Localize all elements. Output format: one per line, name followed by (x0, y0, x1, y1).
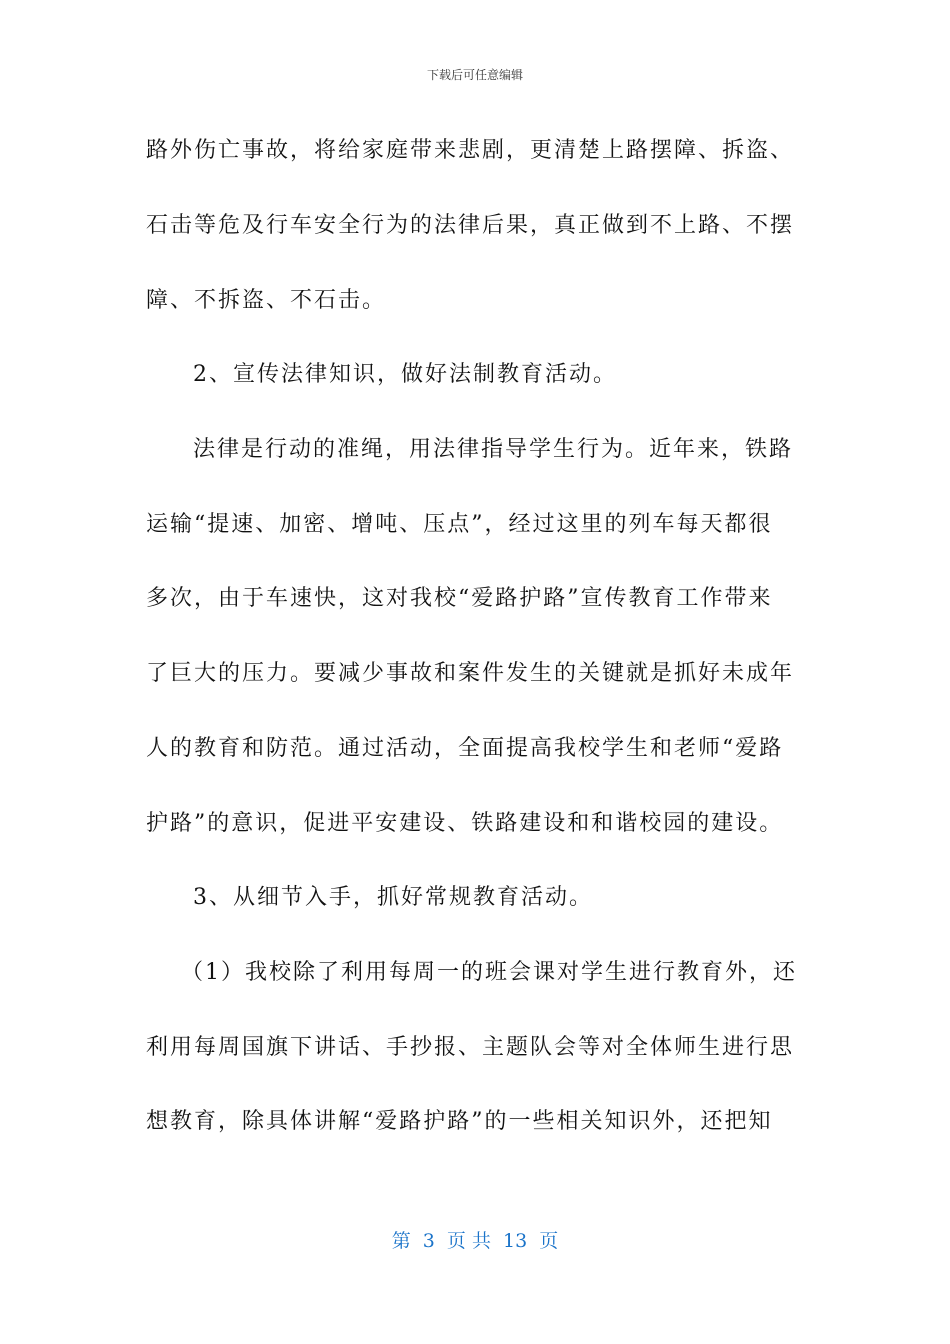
body-line: 人的教育和防范。通过活动，全面提高我校学生和老师“爱路 (146, 736, 784, 761)
body-line: 了巨大的压力。要减少事故和案件发生的关键就是抓好未成年 (146, 661, 795, 686)
body-line: 路外伤亡事故，将给家庭带来悲剧，更清楚上路摆障、拆盗、 (146, 138, 795, 163)
body-line: 利用每周国旗下讲话、手抄报、主题队会等对全体师生进行思 (146, 1035, 795, 1060)
header-note: 下载后可任意编辑 (426, 68, 523, 82)
section-heading: 2、宣传法律知识，做好法制教育活动。 (193, 362, 617, 387)
body-line: 想教育，除具体讲解“爱路护路”的一些相关知识外，还把知 (146, 1109, 773, 1134)
body-line: （1）我校除了利用每周一的班会课对学生进行教育外，还 (181, 960, 797, 985)
body-line: 障、不拆盗、不石击。 (146, 288, 387, 313)
body-line: 护路”的意识，促进平安建设、铁路建设和和谐校园的建设。 (146, 811, 784, 836)
body-line: 石击等危及行车安全行为的法律后果，真正做到不上路、不摆 (146, 213, 795, 238)
page-number: 第 3 页 共 13 页 (391, 1230, 559, 1252)
body-line: 多次，由于车速快，这对我校“爱路护路”宣传教育工作带来 (146, 586, 773, 611)
section-heading: 3、从细节入手，抓好常规教育活动。 (193, 885, 593, 910)
body-line: 运输“提速、加密、增吨、压点”，经过这里的列车每天都很 (146, 512, 773, 537)
body-line: 法律是行动的准绳，用法律指导学生行为。近年来，铁路 (193, 437, 794, 462)
